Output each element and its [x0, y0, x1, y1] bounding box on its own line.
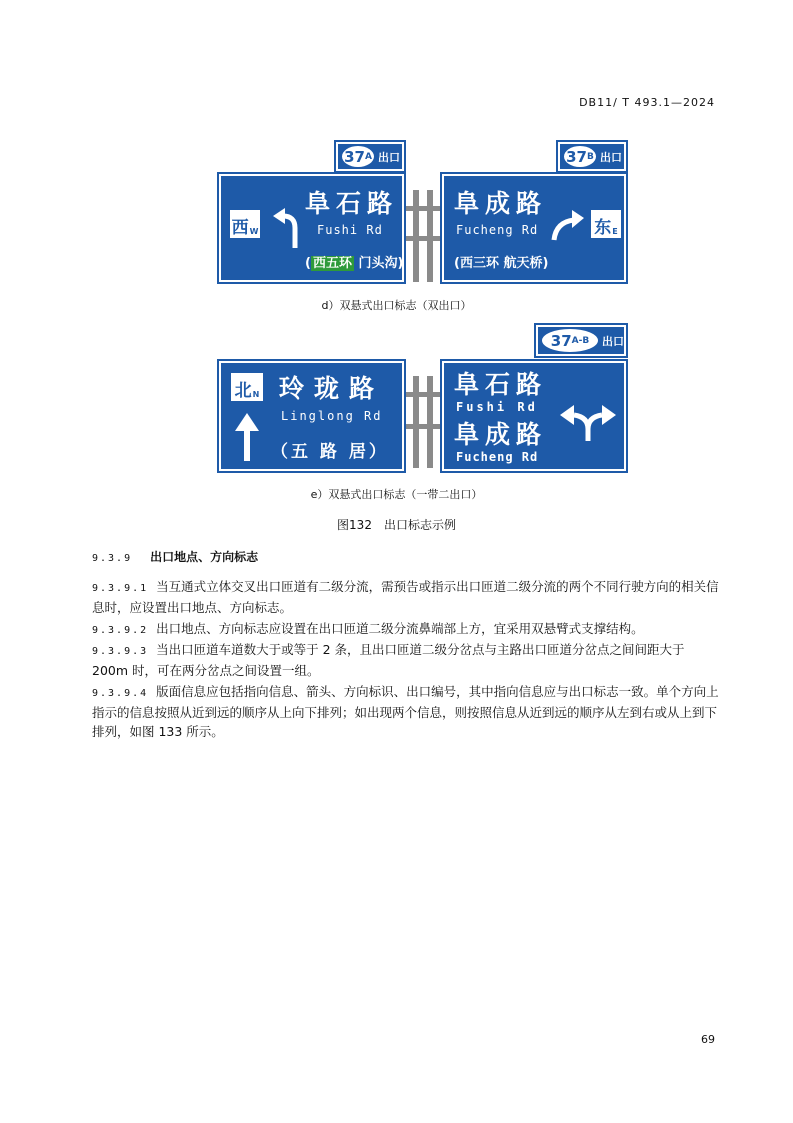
page-number: 69: [701, 1033, 715, 1046]
pole-crossbar: [402, 392, 442, 397]
pole-crossbar: [402, 424, 442, 429]
section-heading: 9.3.9 出口地点、方向标志: [92, 550, 259, 564]
exit-number: 37 A-B: [542, 329, 598, 352]
paragraph: 9.3.9.3 当出口匝道车道数大于或等于 2 条，且出口匝道二级分岔点与主路出口匝道分岔点之间间距大于 200m 时，可在两分岔点之间设置一组。: [92, 642, 685, 678]
road-name-cn: 阜成路: [454, 189, 548, 218]
standard-number: DB11/ T 493.1—2024: [579, 96, 715, 109]
road2-name-en: Fucheng Rd: [456, 450, 539, 464]
pole-vertical: [427, 376, 433, 468]
turn-right-arrow-icon: [550, 208, 586, 242]
destination-info: (西三环 航天桥): [454, 256, 549, 271]
paragraph: 9.3.9.1 当互通式立体交叉出口匝道有二级分流，需预告或指示出口匝道二级分流的两个不同行驶方向的相关信息时，应设置出口地点、方向标志。: [92, 579, 719, 615]
road1-name-cn: 阜石路: [454, 370, 548, 399]
paragraph: 9.3.9.2 出口地点、方向标志应设置在出口匝道二级分流鼻端部上方，宜采用双悬臂式支撑结构。: [92, 621, 644, 636]
direction-marker-east: 东 E: [591, 210, 621, 238]
exit-number-badge: [336, 142, 404, 171]
figure-caption: d）双悬式出口标志（双出口）: [321, 299, 472, 312]
sign-linglong-road: [219, 361, 404, 471]
sign-fushi-road: [219, 174, 404, 282]
exit-label: 出口: [378, 150, 400, 164]
pole-crossbar: [402, 236, 442, 241]
figure-caption: e）双悬式出口标志（一带二出口）: [310, 488, 483, 501]
turn-left-arrow-icon: [271, 206, 305, 250]
exit-number: 37 B: [564, 146, 596, 167]
paragraph: 9.3.9.4 版面信息应包括指向信息、箭头、方向标识、出口编号，其中指向信息应与出口标志一致。单个方向上指示的信息按照从近到远的顺序从上向下排列；如出现两个信息，则按照信息从近到远的顺序从左到右或从上到下排列，如图 133 所示。: [92, 684, 719, 739]
pole-vertical: [413, 376, 419, 468]
exit-label: 出口: [602, 334, 624, 348]
road-name-cn: 玲珑路: [279, 374, 385, 403]
destination-info: ( 西五环 门头沟): [305, 256, 404, 271]
exit-label: 出口: [600, 150, 622, 164]
exit-number: 37 A: [342, 146, 374, 167]
road1-name-en: Fushi Rd: [456, 400, 538, 414]
straight-arrow-icon: [233, 413, 261, 461]
figure-title: 图132 出口标志示例: [337, 518, 456, 532]
split-arrow-icon: [556, 399, 620, 441]
pole-crossbar: [402, 206, 442, 211]
exit-number-badge: [558, 142, 626, 171]
road2-name-cn: 阜成路: [454, 420, 548, 449]
sign-fushi-fucheng-road: [442, 361, 626, 471]
road-name-en: Linglong Rd: [281, 409, 383, 423]
road-name-en: Fucheng Rd: [456, 223, 539, 237]
sign-fucheng-road: [442, 174, 626, 282]
direction-marker-north: 北 N: [231, 373, 263, 401]
direction-marker-west: 西 W: [230, 210, 260, 238]
road-name-en: Fushi Rd: [317, 223, 383, 237]
ring-road-label: 西五环: [312, 256, 352, 271]
destination-info: （五 路 居）: [271, 442, 389, 462]
road-name-cn: 阜石路: [305, 189, 399, 218]
exit-number-badge: [536, 325, 626, 356]
